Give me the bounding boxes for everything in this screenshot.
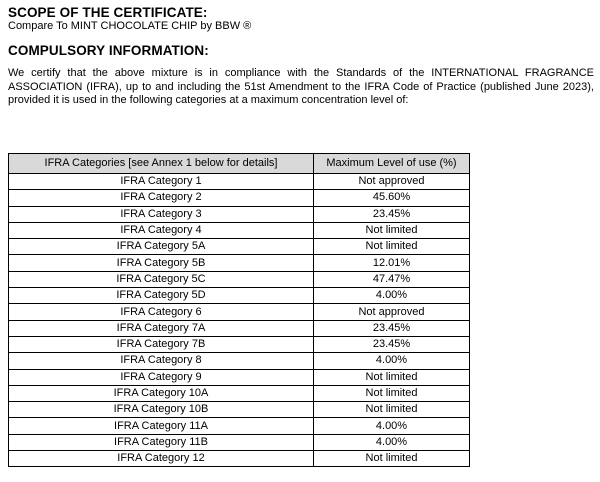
max-level-cell: 4.00% — [314, 418, 470, 434]
max-level-cell: Not limited — [314, 222, 470, 238]
header-ifra-categories: IFRA Categories [see Annex 1 below for details] — [9, 154, 314, 174]
table-row — [9, 451, 470, 467]
compulsory-heading: COMPULSORY INFORMATION: — [8, 43, 209, 58]
scope-heading: SCOPE OF THE CERTIFICATE: — [8, 5, 208, 20]
table-row — [9, 402, 470, 418]
category-cell: IFRA Category 10B — [9, 402, 314, 418]
table-row — [9, 385, 470, 401]
table-row — [9, 222, 470, 238]
compliance-line-1: We certify that the above mixture is in compliance with the Standards of the INTERNATIONAL FRAGRANCE — [8, 67, 594, 79]
max-level-cell: Not limited — [314, 451, 470, 467]
header-max-level: Maximum Level of use (%) — [314, 154, 470, 174]
scope-text: Compare To MINT CHOCOLATE CHIP by BBW ® — [8, 20, 252, 32]
table-row — [9, 434, 470, 450]
max-level-cell: 23.45% — [314, 206, 470, 222]
category-cell: IFRA Category 3 — [9, 206, 314, 222]
table-row — [9, 353, 470, 369]
category-cell: IFRA Category 5A — [9, 239, 314, 255]
category-cell: IFRA Category 5B — [9, 255, 314, 271]
category-cell: IFRA Category 7B — [9, 336, 314, 352]
ifra-category-table — [8, 153, 470, 467]
category-cell: IFRA Category 6 — [9, 304, 314, 320]
table-row — [9, 271, 470, 287]
table-row — [9, 304, 470, 320]
category-cell: IFRA Category 10A — [9, 385, 314, 401]
table-row — [9, 418, 470, 434]
max-level-cell: Not approved — [314, 304, 470, 320]
max-level-cell: Not approved — [314, 174, 470, 190]
table-row — [9, 255, 470, 271]
category-cell: IFRA Category 4 — [9, 222, 314, 238]
max-level-cell: Not limited — [314, 385, 470, 401]
category-cell: IFRA Category 2 — [9, 190, 314, 206]
compliance-line-3: provided it is used in the following categories at a maximum concentration level of: — [8, 94, 409, 106]
category-cell: IFRA Category 8 — [9, 353, 314, 369]
table-row — [9, 369, 470, 385]
max-level-cell: Not limited — [314, 402, 470, 418]
table-row — [9, 320, 470, 336]
max-level-cell: 4.00% — [314, 434, 470, 450]
table-row — [9, 174, 470, 190]
category-cell: IFRA Category 12 — [9, 451, 314, 467]
category-cell: IFRA Category 7A — [9, 320, 314, 336]
compliance-line-2: ASSOCIATION (IFRA), up to and including the 51st Amendment to the IFRA Code of Practice (published June 2023), — [8, 80, 594, 93]
category-cell: IFRA Category 5C — [9, 271, 314, 287]
max-level-cell: 4.00% — [314, 353, 470, 369]
max-level-cell: 45.60% — [314, 190, 470, 206]
max-level-cell: 23.45% — [314, 336, 470, 352]
table-row — [9, 336, 470, 352]
max-level-cell: Not limited — [314, 369, 470, 385]
max-level-cell: 12.01% — [314, 255, 470, 271]
max-level-cell: 23.45% — [314, 320, 470, 336]
category-cell: IFRA Category 9 — [9, 369, 314, 385]
max-level-cell: Not limited — [314, 239, 470, 255]
compliance-paragraph — [8, 67, 594, 108]
max-level-cell: 4.00% — [314, 288, 470, 304]
category-cell: IFRA Category 11A — [9, 418, 314, 434]
table-row — [9, 206, 470, 222]
category-cell: IFRA Category 11B — [9, 434, 314, 450]
table-row — [9, 239, 470, 255]
category-cell: IFRA Category 1 — [9, 174, 314, 190]
table-row — [9, 288, 470, 304]
table-body — [9, 174, 470, 467]
table-row — [9, 190, 470, 206]
table-header-row — [9, 154, 470, 174]
max-level-cell: 47.47% — [314, 271, 470, 287]
category-cell: IFRA Category 5D — [9, 288, 314, 304]
